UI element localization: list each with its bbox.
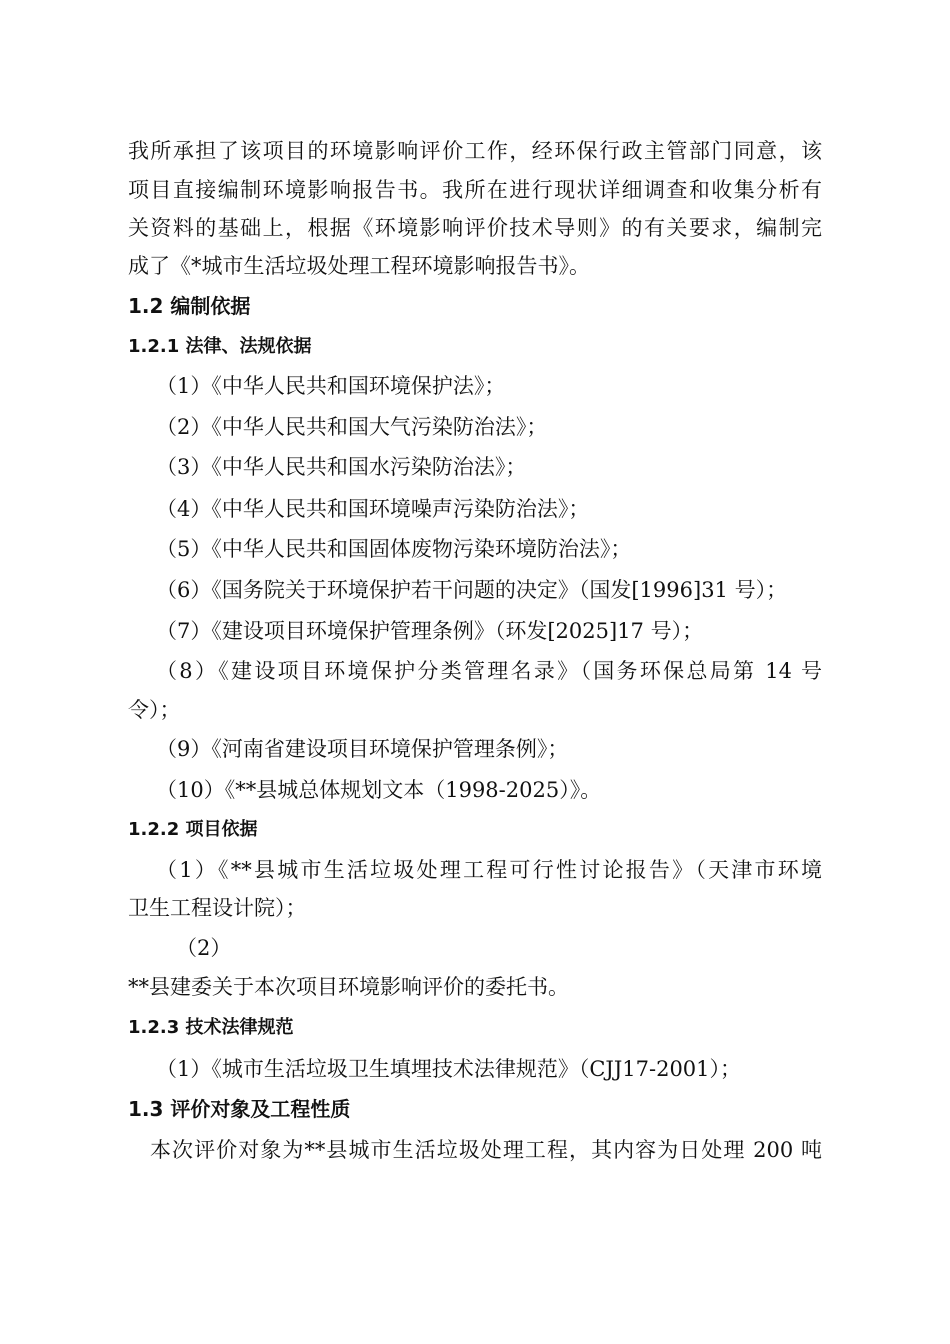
body-paragraph: 本次评价对象为**县城市生活垃圾处理工程，其内容为日处理 200 吨 — [150, 1138, 822, 1162]
list-item: （1）《**县城市生活垃圾处理工程可行性讨论报告》（天津市环境 — [156, 858, 822, 882]
list-item-continued: 令）； — [128, 698, 181, 722]
list-item: （5）《中华人民共和国固体废物污染环境防治法》； — [156, 537, 632, 561]
list-item: **县建委关于本次项目环境影响评价的委托书。 — [128, 975, 569, 999]
list-item: （10）《**县城总体规划文本（1998-2025）》。 — [156, 778, 602, 802]
intro-line-3: 关资料的基础上，根据《环境影响评价技术导则》的有关要求，编制完 — [128, 216, 822, 240]
list-item: （9）《河南省建设项目环境保护管理条例》； — [156, 737, 569, 761]
section-heading-1-2-1: 1.2.1 法律、法规依据 — [128, 336, 312, 357]
intro-line-2: 项目直接编制环境影响报告书。我所在进行现状详细调查和收集分析有 — [128, 178, 822, 202]
list-item: （3）《中华人民共和国水污染防治法》； — [156, 455, 527, 479]
list-item: （7）《建设项目环境保护管理条例》（环发[2025]17 号）； — [156, 619, 704, 643]
list-item: （2）《中华人民共和国大气污染防治法》； — [156, 415, 548, 439]
list-item: （1）《城市生活垃圾卫生填埋技术法律规范》（CJJ17-2001）； — [156, 1057, 742, 1081]
list-item-continued: 卫生工程设计院）； — [128, 896, 307, 920]
list-item: （2） — [176, 936, 232, 960]
intro-line-1: 我所承担了该项目的环境影响评价工作，经环保行政主管部门同意，该 — [128, 139, 822, 163]
section-heading-1-2-3: 1.2.3 技术法律规范 — [128, 1017, 294, 1038]
intro-line-4: 成了《*城市生活垃圾处理工程环境影响报告书》。 — [128, 254, 590, 278]
list-item: （4）《中华人民共和国环境噪声污染防治法》； — [156, 497, 590, 521]
list-item: （6）《国务院关于环境保护若干问题的决定》（国发[1996]31 号）； — [156, 578, 788, 602]
section-heading-1-2: 1.2 编制依据 — [128, 294, 251, 318]
list-item: （8）《建设项目环境保护分类管理名录》（国务环保总局第 14 号 — [156, 659, 822, 683]
list-item: （1）《中华人民共和国环境保护法》； — [156, 374, 506, 398]
section-heading-1-2-2: 1.2.2 项目依据 — [128, 819, 258, 840]
section-heading-1-3: 1.3 评价对象及工程性质 — [128, 1097, 351, 1121]
